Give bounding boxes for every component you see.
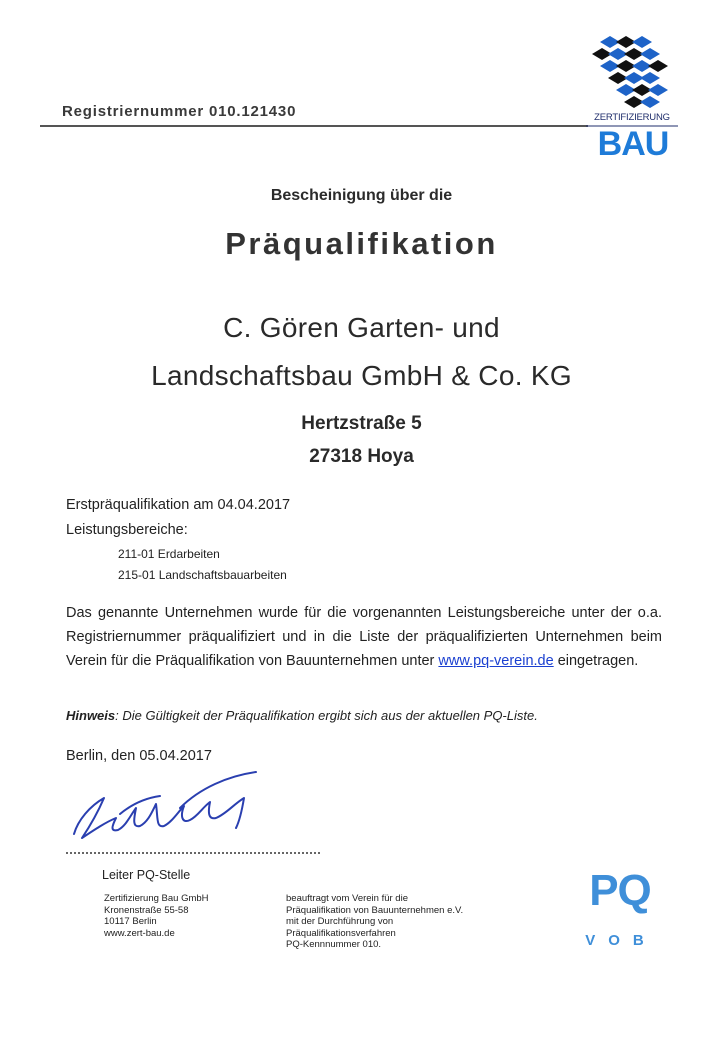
paragraph-text: Das genannte Unternehmen wurde für die vorgenannten Leistungsbereiche unter der o.a. Registriernummer präqualifiziert und in die Liste der präqualifizierten Unternehmen beim Verein für die Präqualifikation von Bauunternehmen unter — [66, 605, 662, 669]
mandate-text — [286, 893, 463, 951]
signatory-role: Leiter PQ-Stelle — [102, 868, 191, 882]
logo-big-text: BAU — [597, 125, 669, 163]
address-line: Kronenstraße 55-58 — [104, 904, 189, 916]
address-line: www.zert-bau.de — [104, 927, 175, 939]
note-text: : Die Gültigkeit der Präqualifikation ergibt sich aus der aktuellen PQ-Liste. — [115, 708, 538, 723]
paragraph-end: eingetragen. — [557, 653, 639, 669]
note-label: Hinweis — [66, 708, 116, 723]
mandate-line: Präqualifikation von Bauunternehmen e.V. — [286, 904, 464, 916]
issuer-address — [104, 893, 209, 939]
company-name-line1: C. Gören Garten- und — [223, 312, 500, 343]
service-area-item: 211-01 Erdarbeiten — [118, 547, 220, 561]
handwritten-signature — [60, 768, 280, 858]
mandate-line: beauftragt vom Verein für die — [286, 893, 408, 904]
service-area-item: 215-01 Landschaftsbauarbeiten — [118, 568, 287, 582]
certificate-paragraph — [66, 601, 662, 673]
mandate-line: PQ-Kennnummer 010. — [286, 939, 382, 950]
address-line: Zertifizierung Bau GmbH — [104, 893, 209, 904]
mandate-line: Präqualifikationsverfahren — [286, 927, 396, 939]
pq-verein-link[interactable]: www.pq-verein.de — [438, 653, 554, 669]
company-street: Hertzstraße 5 — [301, 413, 422, 434]
company-name-line2: Landschaftsbau GmbH & Co. KG — [151, 360, 572, 391]
pq-logo: PQ — [589, 866, 651, 915]
vob-logo: VOB — [585, 932, 657, 949]
validity-note — [66, 708, 538, 723]
certificate-subtitle: Bescheinigung über die — [270, 187, 453, 204]
first-prequalification-date: Erstpräqualifikation am 04.04.2017 — [66, 497, 291, 513]
address-line: 10117 Berlin — [104, 916, 157, 927]
header-divider — [40, 125, 588, 127]
mandate-line: mit der Durchführung von — [286, 916, 394, 927]
certificate-title: Präqualifikation — [225, 226, 498, 261]
place-and-date: Berlin, den 05.04.2017 — [66, 748, 212, 764]
service-areas-label: Leistungsbereiche: — [66, 522, 188, 538]
signature-line — [66, 852, 320, 854]
company-city: 27318 Hoya — [309, 446, 414, 467]
logo-small-text: ZERTIFIZIERUNG — [594, 112, 670, 123]
registration-number: Registriernummer 010.121430 — [62, 103, 297, 120]
